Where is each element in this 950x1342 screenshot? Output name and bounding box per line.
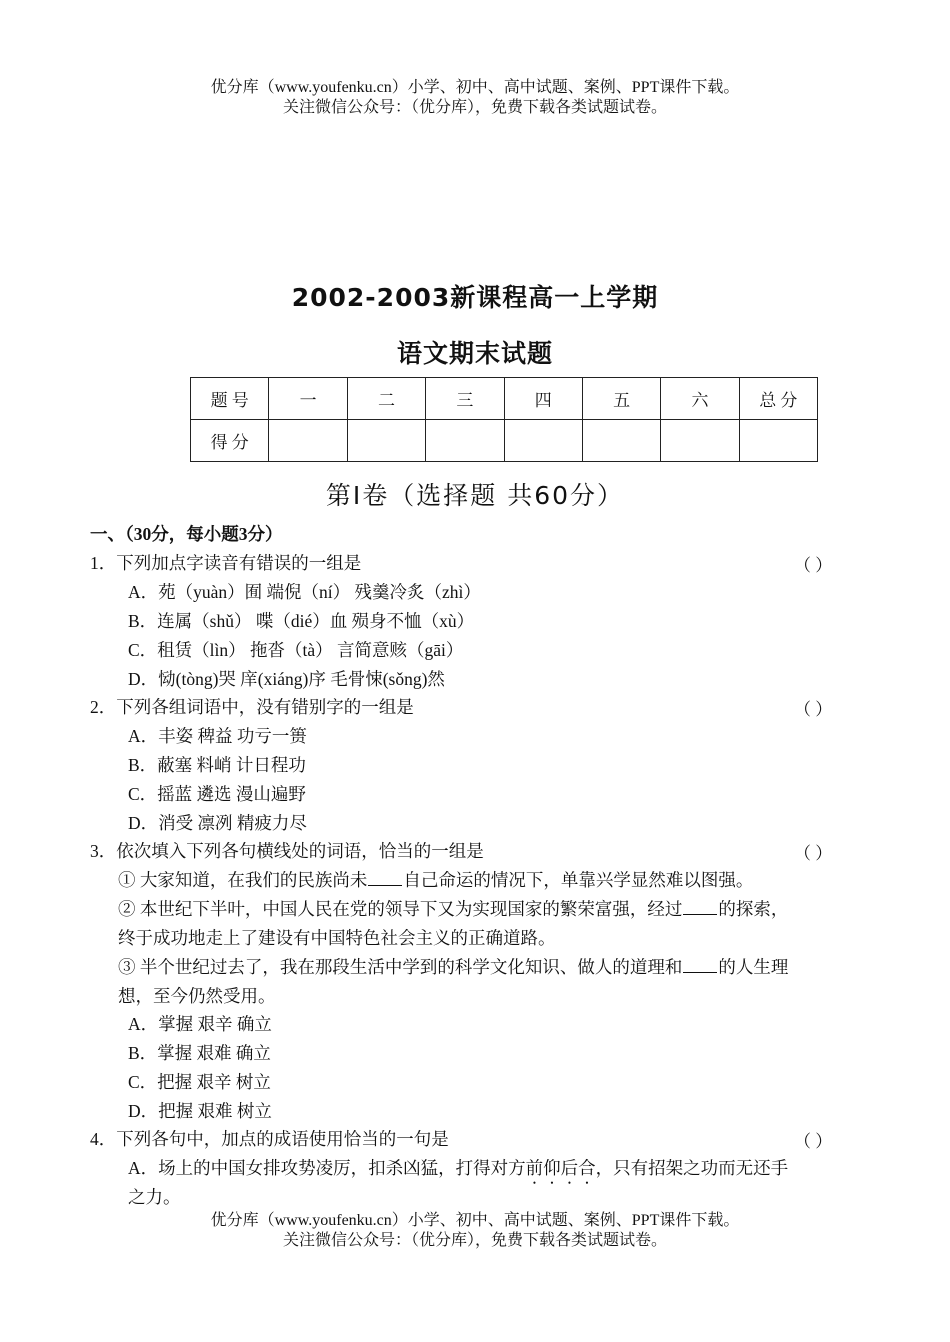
- score-cell-3: 三: [426, 378, 504, 420]
- fill-blank-2[interactable]: [683, 900, 717, 915]
- question-4-option-a-cont: 之力。: [128, 1187, 181, 1207]
- option-a-text-pre: A．场上的中国女排攻势凌厉，扣杀凶猛，打得对方: [128, 1158, 526, 1178]
- sentence-1-part-b: 自己命运的情况下，单靠兴学显然难以图强。: [403, 870, 754, 890]
- sentence-2-part-b: 的探索，: [718, 899, 789, 919]
- page-footer: [0, 1211, 950, 1251]
- score-table-header-row: [191, 378, 818, 420]
- score-input-total[interactable]: [739, 420, 817, 462]
- sentence-3-part-b: 的人生理: [718, 957, 789, 977]
- page-header: [0, 78, 950, 118]
- question-3-sentence-3-cont: 想，至今仍然受用。: [118, 986, 276, 1006]
- question-4-answer-blank[interactable]: （ ）: [794, 1132, 833, 1151]
- score-cell-2: 二: [347, 378, 425, 420]
- question-2-option-b: B．蔽塞 料峭 计日程功: [128, 755, 306, 775]
- score-row-label: 得 分: [191, 420, 269, 462]
- question-4-stem: 4．下列各句中，加点的成语使用恰当的一句是: [90, 1129, 449, 1149]
- volume-heading: 第Ⅰ卷（选择题 共60分）: [325, 481, 625, 510]
- question-2-answer-blank[interactable]: （ ）: [794, 700, 833, 719]
- question-2-option-d: D．消受 凛冽 精疲力尽: [128, 813, 307, 833]
- question-3-answer-blank[interactable]: （ ）: [794, 844, 833, 863]
- score-input-2[interactable]: [347, 420, 425, 462]
- score-input-1[interactable]: [269, 420, 347, 462]
- question-3-option-a: A．掌握 艰辛 确立: [128, 1014, 272, 1034]
- header-line-2: 关注微信公众号：（优分库），免费下载各类试题试卷。: [282, 99, 667, 116]
- question-1-option-a: A．苑（yuàn）囿 端倪（ní） 残羹冷炙（zhì）: [128, 582, 481, 602]
- footer-line-1: 优分库（www.youfenku.cn）小学、初中、高中试题、案例、PPT课件下载。: [210, 1212, 740, 1229]
- question-3-stem: 3．依次填入下列各句横线处的词语，恰当的一组是: [90, 841, 484, 861]
- option-a-text-post: ，只有招架之功而无还手: [595, 1158, 789, 1178]
- score-table: [190, 377, 818, 462]
- score-cell-label: 题 号: [191, 378, 269, 420]
- dotted-idiom: 前仰后合: [525, 1158, 596, 1178]
- question-3-option-b: B．掌握 艰难 确立: [128, 1043, 271, 1063]
- footer-line-2: 关注微信公众号：（优分库），免费下载各类试题试卷。: [282, 1232, 667, 1249]
- question-1-answer-blank[interactable]: （ ）: [794, 556, 833, 575]
- question-3-option-d: D．把握 艰难 树立: [128, 1101, 272, 1121]
- question-3-sentence-3: [118, 954, 788, 979]
- sentence-3-part-a: ③ 半个世纪过去了，我在那段生活中学到的科学文化知识、做人的道理和: [118, 957, 683, 977]
- score-cell-6: 六: [661, 378, 739, 420]
- score-input-5[interactable]: [582, 420, 660, 462]
- question-3-sentence-1: [118, 867, 753, 892]
- question-2-option-c: C．摇蓝 遴选 漫山遍野: [128, 784, 306, 804]
- score-input-6[interactable]: [661, 420, 739, 462]
- fill-blank-1[interactable]: [368, 871, 402, 886]
- score-input-4[interactable]: [504, 420, 582, 462]
- question-2-stem: 2．下列各组词语中，没有错别字的一组是: [90, 697, 414, 717]
- exam-title-line-2: 语文期末试题: [396, 339, 553, 368]
- sentence-2-part-a: ② 本世纪下半叶，中国人民在党的领导下又为实现国家的繁荣富强，经过: [118, 899, 683, 919]
- question-1-option-c: C．租赁（lìn） 拖沓（tà） 言简意赅（gāi）: [128, 640, 464, 660]
- score-cell-1: 一: [269, 378, 347, 420]
- question-3-sentence-2-cont: 终于成功地走上了建设有中国特色社会主义的正确道路。: [118, 928, 556, 948]
- fill-blank-3[interactable]: [683, 958, 717, 973]
- sentence-1-part-a: ① 大家知道，在我们的民族尚未: [118, 870, 368, 890]
- score-cell-4: 四: [504, 378, 582, 420]
- question-2-option-a: A．丰姿 稗益 功亏一篑: [128, 726, 307, 746]
- score-cell-total: 总 分: [739, 378, 817, 420]
- header-line-1: 优分库（www.youfenku.cn）小学、初中、高中试题、案例、PPT课件下载。: [210, 79, 740, 96]
- exam-title-line-1: 2002-2003新课程高一上学期: [291, 283, 659, 312]
- score-input-3[interactable]: [426, 420, 504, 462]
- question-1-option-b: B．连属（shǔ） 喋（dié）血 殒身不恤（xù）: [128, 611, 475, 631]
- question-3-sentence-2: [118, 896, 788, 921]
- score-table-score-row: [191, 420, 818, 462]
- score-cell-5: 五: [582, 378, 660, 420]
- section-heading: 一、（30分，每小题3分）: [90, 524, 283, 544]
- question-1-stem: 1．下列加点字读音有错误的一组是: [90, 553, 362, 573]
- question-1-option-d: D．恸(tòng)哭 庠(xiáng)序 毛骨悚(sǒng)然: [128, 669, 445, 689]
- question-3-option-c: C．把握 艰辛 树立: [128, 1072, 271, 1092]
- question-4-option-a: [128, 1155, 788, 1188]
